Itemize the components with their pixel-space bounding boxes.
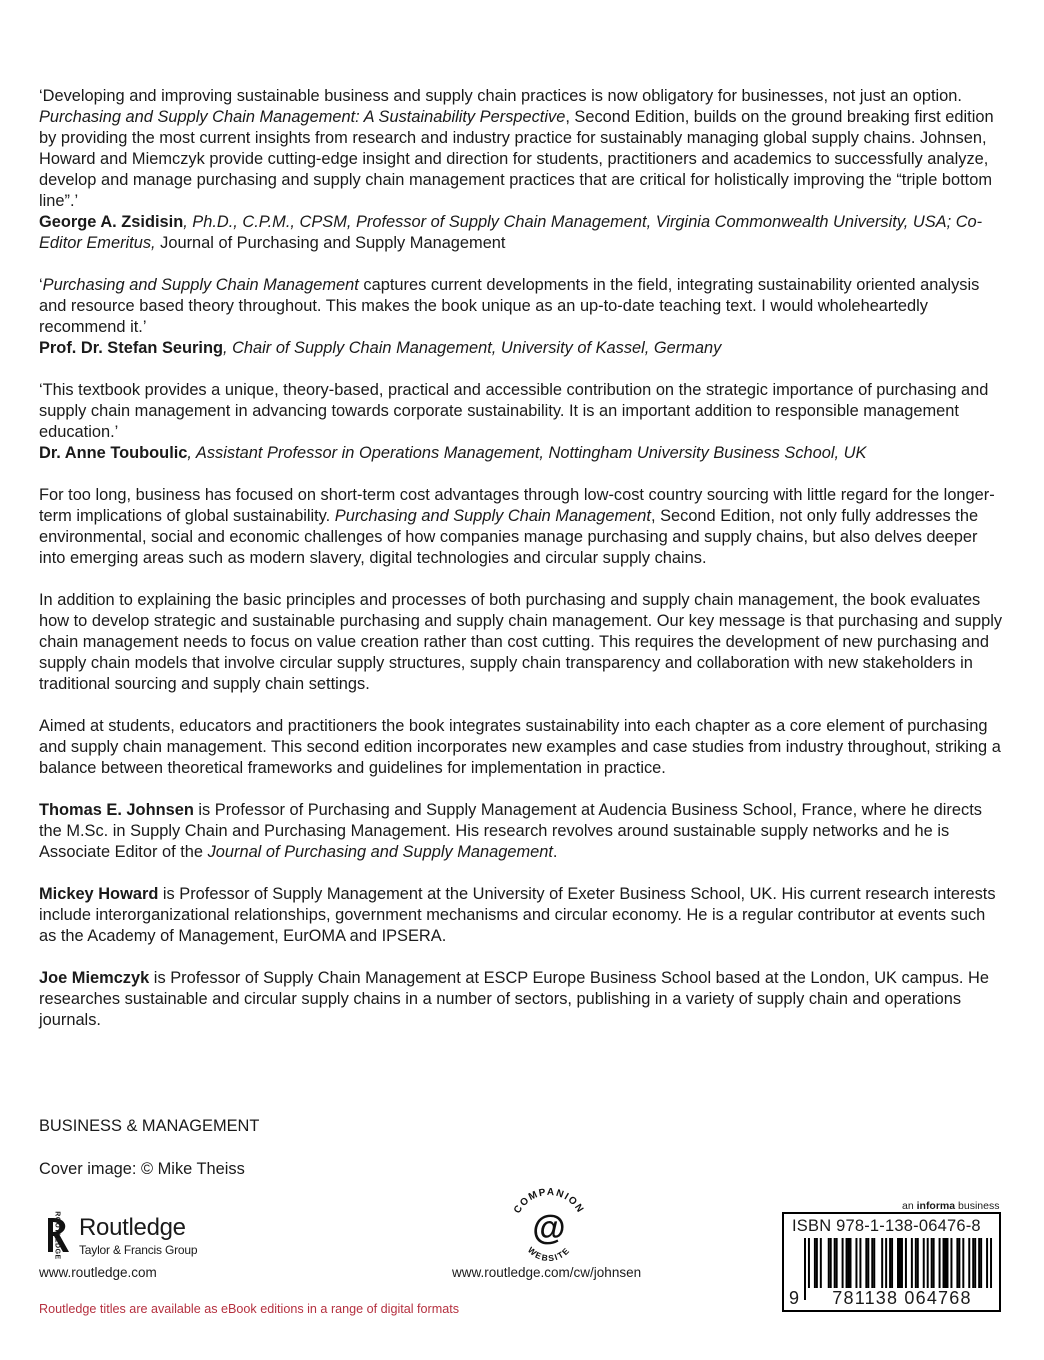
- barcode-bar: [891, 1238, 893, 1290]
- barcode-bar: [968, 1238, 970, 1290]
- author-bio-johnsen: Thomas E. Johnsen is Professor of Purchasing and Supply Management at Audencia Business School, France, where he directs the M.Sc. in Supply Chain and Purchasing Management. His research revolves around sustainable supply networks and he is Associate Editor of the Journal of Purchasing and Supply Management.: [39, 801, 982, 861]
- barcode-bar: [820, 1238, 822, 1290]
- routledge-vertical-text: ROUTLEDGE: [53, 1211, 61, 1260]
- description-paragraph: In addition to explaining the basic principles and processes of both purchasing and supply chain management, the book evaluates how to develop strategic and sustainable purchasing and supply chain management. Our key message is that purchasing and supply chain management needs to focus on value creation rather than cost cutting. This requires the development of new purchasing and supply chain models that involve circular supply structures, supply chain transparency and collaboration with new stakeholders in traditional sourcing and supply chain settings.: [39, 591, 1003, 693]
- barcode-bar: [931, 1238, 933, 1290]
- description-paragraph: For too long, business has focused on short-term cost advantages through low-cost country sourcing with little regard for the longer-term implications of global sustainability. Purchasing and Supply Chain Management, Second Edition, not only fully addresses the environmental, social and economic challenges of how companies manage purchasing and supply chains, but also delves deeper into emerging areas such as modern slavery, digital technologies and circular supply chains.: [39, 486, 995, 567]
- ebook-availability-note: Routledge titles are available as eBook editions in a range of digital formats: [39, 1302, 460, 1316]
- barcode-bar: [881, 1238, 883, 1290]
- author-name: Mickey Howard: [39, 885, 159, 903]
- endorser-name: George A. Zsidisin: [39, 213, 184, 231]
- svg-text:WEBSITE: [526, 1245, 572, 1263]
- companion-label-top: COMPANION: [512, 1186, 586, 1216]
- barcode-bar: [943, 1238, 945, 1290]
- barcode-bar: [980, 1238, 982, 1290]
- ean-first-digit: 9: [789, 1288, 800, 1308]
- barcode-bar: [867, 1238, 869, 1290]
- barcode-bar: [885, 1238, 887, 1290]
- barcode-bar: [865, 1238, 867, 1290]
- barcode-bar: [836, 1238, 838, 1290]
- ean-digits: 781138 064768: [806, 1288, 998, 1309]
- companion-url[interactable]: www.routledge.com/cw/johnsen: [452, 1265, 642, 1280]
- cover-image-credit: Cover image: © Mike Theiss: [39, 1160, 245, 1178]
- barcode-bar: [933, 1238, 935, 1290]
- barcode-bar: [842, 1238, 844, 1290]
- barcode-bar: [830, 1238, 832, 1290]
- author-name: Thomas E. Johnsen: [39, 801, 194, 819]
- subject-category: BUSINESS & MANAGEMENT: [39, 1117, 260, 1135]
- barcode-bar: [978, 1238, 980, 1290]
- barcode-bar: [911, 1238, 913, 1290]
- barcode-bar: [848, 1238, 850, 1290]
- publisher-name: Routledge: [79, 1214, 186, 1241]
- barcode-bar: [945, 1238, 947, 1290]
- companion-website-icon: [506, 1184, 592, 1264]
- barcode-bar: [974, 1238, 976, 1290]
- barcode-bar: [927, 1238, 929, 1290]
- endorsement-seuring: ‘Purchasing and Supply Chain Management captures current developments in the field, integrating sustainability oriented analysis and resource based theory throughout. This makes the book unique as an up-to-date teaching text. I would wholeheartedly recommend it.’ Prof. Dr. Stefan Seuring, Chair of Supply Chain Management, University of Kassel, Germany: [39, 276, 980, 357]
- barcode-bar: [855, 1238, 857, 1290]
- author-bio-howard: Mickey Howard is Professor of Supply Management at the University of Exeter Business School, UK. His current research interests include interorganizational relationships, government mechanisms and circular economy. He is a regular contributor at events such as the Academy of Management, EurOMA and IPSERA.: [39, 885, 996, 945]
- isbn-number: ISBN 978-1-138-06476-8: [792, 1217, 981, 1235]
- barcode-bar: [889, 1238, 891, 1290]
- barcode-bar: [986, 1238, 988, 1290]
- barcode-bar: [873, 1238, 875, 1290]
- isbn-barcode: [782, 1212, 1001, 1312]
- barcode-bar: [950, 1238, 952, 1290]
- barcode-bar: [939, 1238, 941, 1290]
- barcode-bar: [917, 1238, 919, 1290]
- publisher-url[interactable]: www.routledge.com: [39, 1265, 157, 1280]
- informa-business-label: an informa business: [902, 1200, 1000, 1212]
- endorser-name: Prof. Dr. Stefan Seuring: [39, 339, 223, 357]
- endorsement-touboulic: ‘This textbook provides a unique, theory-based, practical and accessible contribution on the strategic importance of purchasing and supply chain management in advancing towards corporate sustainability. It is an important addition to responsible management education.’ Dr. Anne Touboulic, Assistant Professor in Operations Management, Nottingham University Business School, UK: [39, 381, 989, 462]
- barcode-bar: [859, 1238, 861, 1290]
- publisher-group: Taylor & Francis Group: [79, 1243, 198, 1257]
- barcode-bar: [962, 1238, 964, 1290]
- barcode-bar: [915, 1238, 917, 1290]
- barcode-bar: [972, 1238, 974, 1290]
- barcode-bar: [947, 1238, 949, 1290]
- barcode-bar: [956, 1238, 958, 1290]
- barcode-bar: [905, 1238, 907, 1290]
- description-paragraph: Aimed at students, educators and practitioners the book integrates sustainability into each chapter as a core element of purchasing and supply chain management. This second edition incorporates new examples and case studies from industry throughout, striking a balance between theoretical frameworks and guidelines for implementation in practice.: [39, 717, 1001, 777]
- routledge-logo: [39, 1212, 239, 1262]
- companion-label-bottom: WEBSITE: [525, 1244, 572, 1264]
- barcode-bar: [958, 1238, 960, 1290]
- barcode-bar: [846, 1238, 848, 1290]
- author-name: Joe Miemczyk: [39, 969, 150, 987]
- at-symbol: @: [532, 1209, 566, 1247]
- barcode-bar: [816, 1238, 818, 1290]
- back-cover-text: [39, 86, 1007, 1052]
- barcode-bar: [923, 1238, 925, 1290]
- barcode-bar: [871, 1238, 873, 1290]
- barcode-bar: [814, 1238, 816, 1290]
- endorser-name: Dr. Anne Touboulic: [39, 444, 188, 462]
- barcode-bar: [834, 1238, 836, 1290]
- barcode-bar: [850, 1238, 852, 1290]
- barcode-bar: [828, 1238, 830, 1290]
- endorsement-zsidisin: ‘Developing and improving sustainable business and supply chain practices is now obligatory for businesses, not just an option. Purchasing and Supply Chain Management: A Sustainability Perspective, Second Edition, builds on the ground breaking first edition by providing the most current insights from research and industry practice for sustainably managing global supply chains. Johnsen, Howard and Miemczyk provide cutting-edge insight and direction for students, practitioners and academics to successfully analyze, develop and manage purchasing and supply chain management practices that are critical for holistically improving the “triple bottom line”.’ George A. Zsidisin, Ph.D., C.P.M., CPSM, Professor of Supply Chain Management, Virginia Commonwealth University, USA; Co-Editor Emeritus, Journal of Purchasing and Supply Management: [39, 87, 994, 252]
- author-bio-miemczyk: Joe Miemczyk is Professor of Supply Chain Management at ESCP Europe Business School based at the London, UK campus. He researches sustainable and circular supply chains in a number of sectors, publishing in a variety of supply chain and operations journals.: [39, 969, 989, 1029]
